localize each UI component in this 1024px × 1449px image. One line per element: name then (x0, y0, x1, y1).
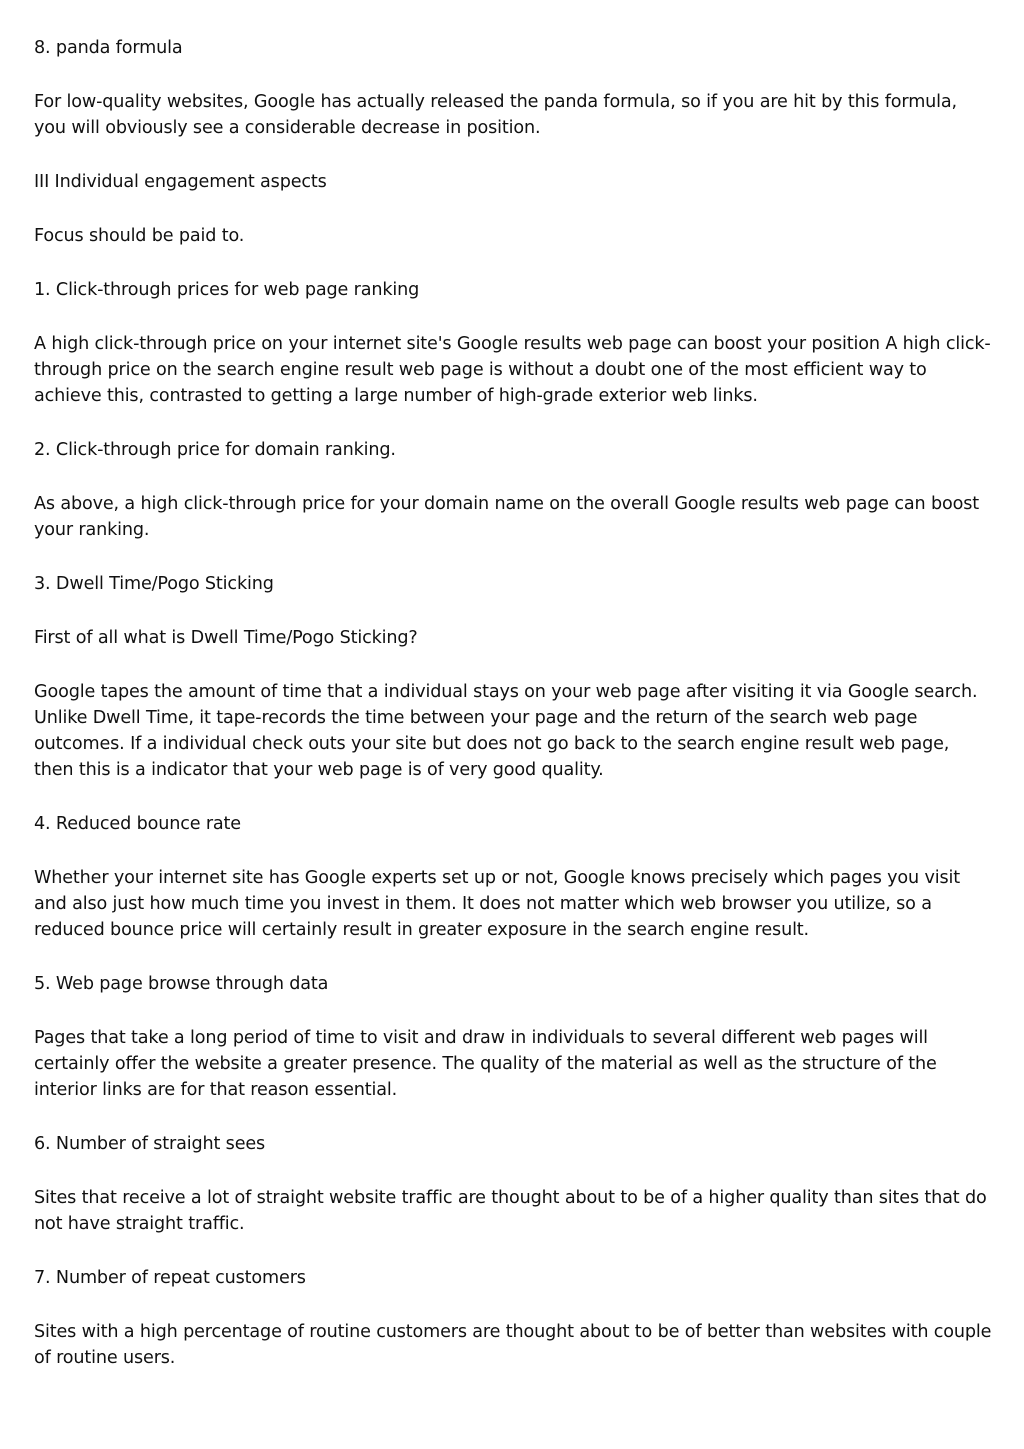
paragraph-dwell-time: Google tapes the amount of time that a individual stays on your web page after visiting it via Google search. Unlike Dwell Time, it tape-records the time between your page and the return of the search web page outcomes. If a individual check outs your site but does not go back to the search engine result web page, then this is a indicator that your web page is of very good quality. (34, 682, 978, 780)
document-body (34, 35, 992, 1399)
paragraph-page-visit-data: Pages that take a long period of time to visit and draw in individuals to several different web pages will certainly offer the website a greater presence. The quality of the material as well as the structure of the interior links are for that reason essential. (34, 1028, 937, 1100)
heading-click-through-page: 1. Click-through prices for web page ranking (34, 280, 420, 300)
paragraph-dwell-time-question: First of all what is Dwell Time/Pogo Sticking? (34, 628, 418, 648)
paragraph-direct-visits: Sites that receive a lot of straight website traffic are thought about to be of a higher quality than sites that do not have straight traffic. (34, 1188, 987, 1234)
paragraph-panda-formula: For low-quality websites, Google has actually released the panda formula, so if you are hit by this formula, you will obviously see a considerable decrease in position. (34, 92, 957, 138)
paragraph-focus: Focus should be paid to. (34, 226, 245, 246)
paragraph-click-through-domain: As above, a high click-through price for your domain name on the overall Google results web page can boost your ranking. (34, 494, 980, 540)
heading-panda-formula: 8. panda formula (34, 38, 183, 58)
section-heading-engagement: III Individual engagement aspects (34, 172, 327, 192)
heading-dwell-time: 3. Dwell Time/Pogo Sticking (34, 574, 274, 594)
heading-direct-visits: 6. Number of straight sees (34, 1134, 266, 1154)
heading-click-through-domain: 2. Click-through price for domain ranking. (34, 440, 396, 460)
heading-bounce-rate: 4. Reduced bounce rate (34, 814, 241, 834)
heading-repeat-customers: 7. Number of repeat customers (34, 1268, 306, 1288)
heading-page-visit-data: 5. Web page browse through data (34, 974, 329, 994)
paragraph-click-through-page: A high click-through price on your internet site's Google results web page can boost your position A high click-through price on the search engine result web page is without a doubt one of the most efficient way to achieve this, contrasted to getting a large number of high-grade exterior web links. (34, 334, 991, 406)
paragraph-repeat-customers: Sites with a high percentage of routine customers are thought about to be of better than websites with couple of routine users. (34, 1322, 992, 1368)
paragraph-bounce-rate: Whether your internet site has Google experts set up or not, Google knows precisely which pages you visit and also just how much time you invest in them. It does not matter which web browser you utilize, so a reduced bounce price will certainly result in greater exposure in the search engine result. (34, 868, 960, 940)
